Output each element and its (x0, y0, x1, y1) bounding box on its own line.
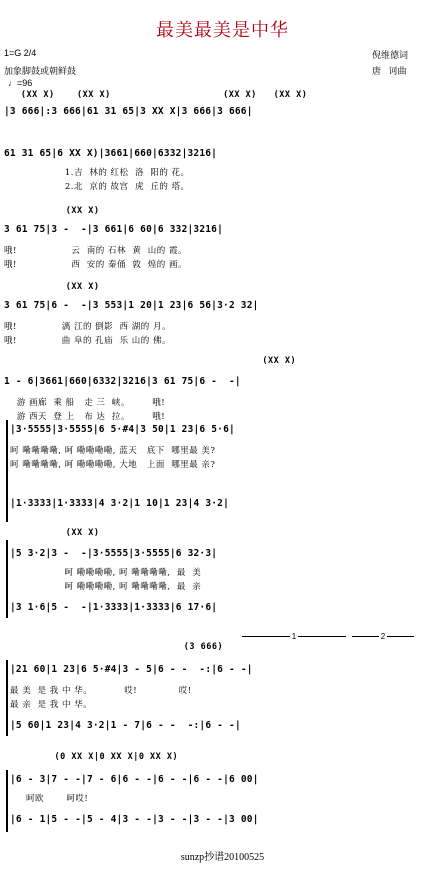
percussion-line: (XX X) (4, 528, 100, 538)
melody-line-lower: |5 60|1 23|4 3·2|1 - 7|6 - - -:|6 - -| (10, 720, 241, 731)
key-signature: 1=G 2/4 (4, 48, 37, 58)
score-system-5 (4, 356, 441, 426)
melody-line: 61 31 65|6 XX X)|3661|660|6332|3216| (4, 148, 218, 159)
volta-2-label: 2 (380, 632, 386, 641)
percussion-line: (3 666) (4, 642, 224, 652)
melody-line-lower: |6 - 1|5 - -|5 - 4|3 - -|3 - -|3 - -|3 00| (10, 814, 259, 825)
melody-line-lower: |3 1·6|5 - -|1·3333|1·3333|6 17·6| (10, 602, 218, 613)
melody-line-upper: |6 - 3|7 - -|7 - 6|6 - -|6 - -|6 - -|6 00| (10, 774, 259, 785)
score-system-9 (4, 750, 441, 840)
lyric-verse-1: 呵 嘞嘞嘞嘞, 呵 嘞嘞嘞嘞, 最 美 (10, 568, 202, 578)
score-system-8 (4, 640, 441, 740)
lyric-verse-2: 2.北 京的 故宫 虎 丘的 塔。 (4, 182, 190, 192)
instrument-note: 加象脚鼓或朝鲜鼓 (4, 66, 77, 76)
lyric-verse-1: 1.吉 林的 红松 洛 阳的 花。 (4, 168, 190, 178)
score-system-3 (4, 206, 441, 276)
lyric-verse-1: 呵 嘞嘞嘞嘞, 呵 嘞嘞嘞嘞, 蓝天 底下 哪里最 美? (10, 446, 216, 456)
lyric-verse-1: 游 画廊 乘 船 走 三 峡。 哦! (4, 398, 166, 408)
volta-1-label: 1 (291, 632, 297, 641)
melody-line: 1 - 6|3661|660|6332|3216|3 61 75|6 - -| (4, 376, 241, 387)
lyric-verse-2: 游 西天 登 上 布 达 拉。 哦! (4, 412, 166, 422)
lyric-verse-2: 最 亲 是 我 中 华。 (10, 700, 93, 710)
melody-line: |3 666|:3 666|61 31 65|3 XX X|3 666|3 666| (4, 106, 253, 117)
percussion-line: (XX X) (4, 206, 100, 216)
melody-line-upper: |3·5555|3·5555|6 5·#4|3 50|1 23|6 5·6| (10, 424, 235, 435)
melody-line-lower: |1·3333|1·3333|4 3·2|1 10|1 23|4 3·2| (10, 498, 230, 509)
lyric-verse-2: 哦! 曲 阜的 孔庙 乐 山的 佛。 (4, 336, 171, 346)
melody-line: 3 61 75|3 - -|3 661|6 60|6 332|3216| (4, 224, 224, 235)
page-title: 最美最美是中华 (156, 20, 289, 41)
lyric-verse-2: 呵 嘞嘞嘞嘞, 呵 嘞嘞嘞嘞, 大地 上面 哪里最 亲? (10, 460, 216, 470)
lyricist-credit: 倪维德词 (372, 50, 409, 60)
melody-line-upper: |21 60|1 23|6 5·#4|3 - 5|6 - - -:|6 - -| (10, 664, 253, 675)
lyric-verse-1: 呵欧 呵哎! (10, 794, 89, 804)
lyric-verse-2: 呵 嘞嘞嘞嘞, 呵 嘞嘞嘞嘞, 最 亲 (10, 582, 202, 592)
percussion-line: (0 XX X|0 XX X|0 XX X) (4, 752, 179, 762)
tempo-mark: ♩=96 (8, 78, 33, 88)
percussion-line: (XX X) (XX X) (XX X) (XX X) (4, 90, 308, 100)
score-system-6 (4, 420, 441, 524)
score-system-2 (4, 148, 441, 198)
score-system-7 (4, 524, 441, 624)
score-system-1 (4, 90, 441, 130)
composer-credit: 唐 诃曲 (372, 66, 407, 76)
lyric-verse-2: 哦! 西 安的 秦俑 敦 煌的 画。 (4, 260, 187, 270)
melody-line: 3 61 75|6 - -|3 553|1 20|1 23|6 56|3·2 32| (4, 300, 259, 311)
lyric-verse-1: 最 美 是 我 中 华。 哎! 哎! (10, 686, 192, 696)
transcriber-credit: sunzp抄谱20100525 (180, 852, 265, 863)
percussion-line: (XX X) (4, 356, 297, 366)
melody-line-upper: |5 3·2|3 - -|3·5555|3·5555|6 32·3| (10, 548, 218, 559)
percussion-line: (XX X) (4, 282, 100, 292)
lyric-verse-1: 哦! 漓 江的 倒影 西 湖的 月。 (4, 322, 171, 332)
score-system-4 (4, 282, 441, 352)
lyric-verse-1: 哦! 云 南的 石林 黄 山的 霞。 (4, 246, 187, 256)
